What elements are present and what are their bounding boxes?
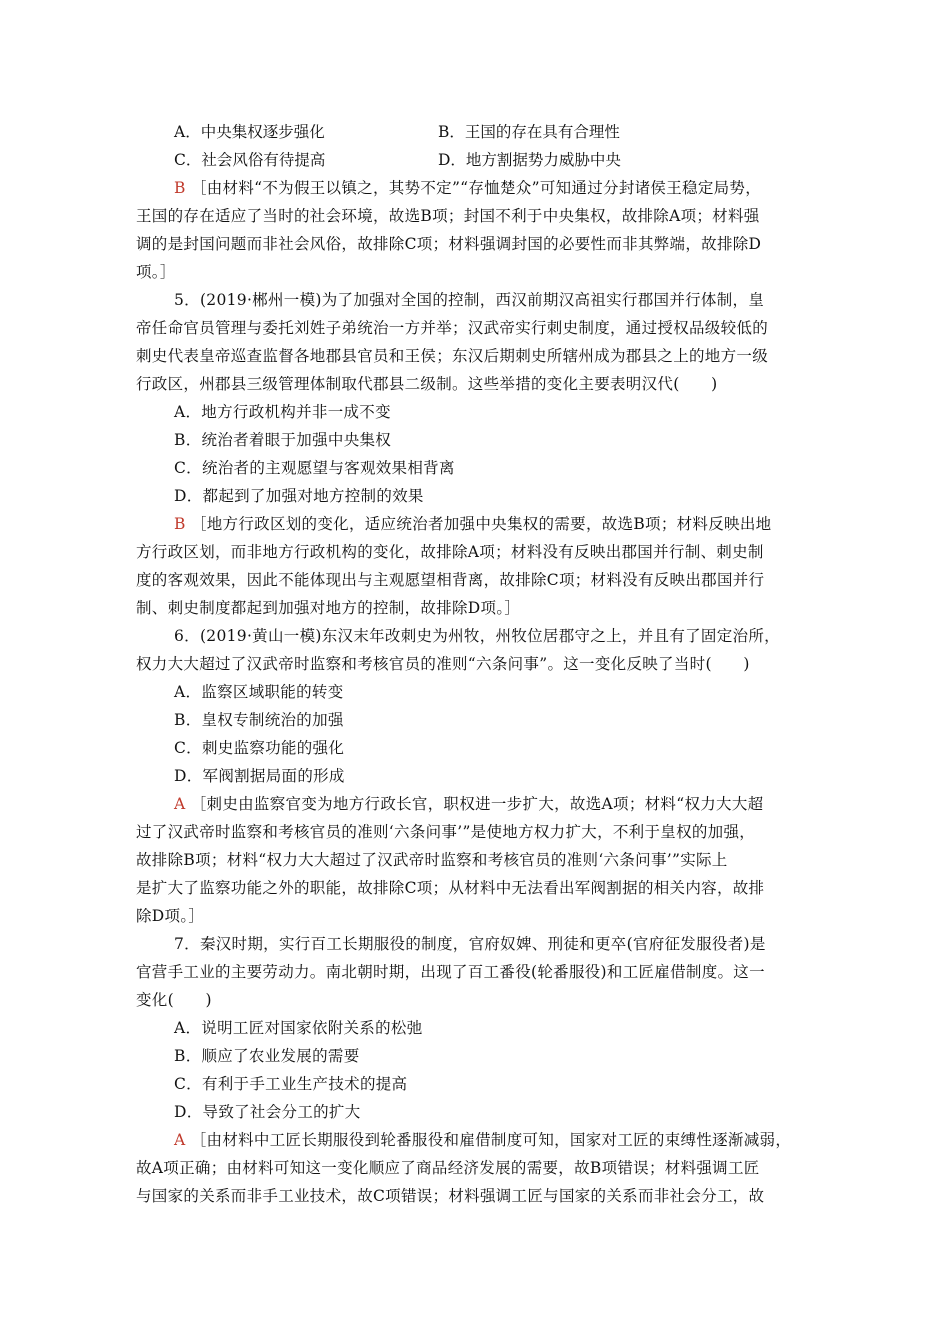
q5-option: B．统治者着眼于加强中央集权	[174, 431, 392, 449]
q6-option: C．刺史监察功能的强化	[174, 739, 345, 757]
q5-explanation-line: B ［地方行政区划的变化，适应统治者加强中央集权的需要，故选B项；材料反映出地	[174, 515, 772, 533]
q4-option-d: D．地方割据势力威胁中央	[438, 151, 621, 169]
q6-explanation-line: 过了汉武帝时监察和考核官员的准则‘六条问事’”是使地方权力扩大，不利于皇权的加强，	[136, 823, 756, 841]
q5-explanation-line: 度的客观效果，因此不能体现出与主观愿望相背离，故排除C项；材料没有反映出郡国并行	[136, 571, 765, 589]
q5-option: A．地方行政机构并非一成不变	[174, 403, 391, 421]
q7-answer-letter: A	[174, 1131, 186, 1149]
q6-stem-line: 6．(2019·黄山一模)东汉末年改刺史为州牧，州牧位居郡守之上，并且有了固定治所，	[174, 627, 780, 645]
q4-explanation-line: 项。］	[136, 263, 176, 281]
q7-explanation-line: 与国家的关系而非手工业技术，故C项错误；材料强调工匠与国家的关系而非社会分工，故	[136, 1187, 765, 1205]
q4-option-c: C．社会风俗有待提高	[174, 151, 326, 169]
q5-stem-line: 行政区，州郡县三级管理体制取代郡县二级制。这些举措的变化主要表明汉代( )	[136, 375, 718, 393]
q6-answer-letter: A	[174, 795, 186, 813]
q4-explanation-line: 王国的存在适应了当时的社会环境，故选B项；封国不利于中央集权，故排除A项；材料强	[136, 207, 760, 225]
q4-option-b: B．王国的存在具有合理性	[438, 123, 620, 141]
q7-stem-line: 变化( )	[136, 991, 212, 1009]
q4-explanation-line: 调的是封国问题而非社会风俗，故排除C项；材料强调封国的必要性而非其弊端，故排除D	[136, 235, 762, 253]
q4-options-row-2	[174, 150, 621, 170]
q7-explanation-line: A ［由材料中工匠长期服役到轮番服役和雇借制度可知，国家对工匠的束缚性逐渐减弱，	[174, 1131, 792, 1149]
q5-stem-line: 帝任命官员管理与委托刘姓子弟统治一方并举；汉武帝实行刺史制度，通过授权品级较低的	[136, 319, 769, 337]
q5-option: C．统治者的主观愿望与客观效果相背离	[174, 459, 455, 477]
q6-stem-line: 权力大大超过了汉武帝时监察和考核官员的准则“六条问事”。这一变化反映了当时( )	[136, 655, 750, 673]
q6-option: D．军阀割据局面的形成	[174, 767, 345, 785]
q7-option: A．说明工匠对国家依附关系的松弛	[174, 1019, 423, 1037]
q6-option: B．皇权专制统治的加强	[174, 711, 344, 729]
q5-option: D．都起到了加强对地方控制的效果	[174, 487, 424, 505]
q7-stem-line: 官营手工业的主要劳动力。南北朝时期，出现了百工番役(轮番服役)和工匠雇借制度。这一	[136, 963, 765, 981]
q6-explanation-line: A ［刺史由监察官变为地方行政长官，职权进一步扩大，故选A项；材料“权力大大超	[174, 795, 764, 813]
q7-stem-line: 7．秦汉时期，实行百工长期服役的制度，官府奴婢、刑徒和更卒(官府征发服役者)是	[174, 935, 766, 953]
q4-options-row-1	[174, 122, 620, 142]
q7-explanation-line: 故A项正确；由材料可知这一变化顺应了商品经济发展的需要，故B项错误；材料强调工匠	[136, 1159, 760, 1177]
q6-explanation-line: 是扩大了监察功能之外的职能，故排除C项；从材料中无法看出军阀割据的相关内容，故排	[136, 879, 765, 897]
q5-explanation-line: 方行政区划，而非地方行政机构的变化，故排除A项；材料没有反映出郡国并行制、刺史制	[136, 543, 764, 561]
q5-answer-letter: B	[174, 515, 186, 533]
q4-option-a: A．中央集权逐步强化	[174, 123, 325, 141]
q4-explanation-line: B ［由材料“不为假王以镇之，其势不定”“存恤楚众”可知通过分封诸侯王稳定局势，	[174, 179, 762, 197]
q7-option: B．顺应了农业发展的需要	[174, 1047, 360, 1065]
q5-stem-line: 5．(2019·郴州一模)为了加强对全国的控制，西汉前期汉高祖实行郡国并行体制，皇	[174, 291, 765, 309]
q5-explanation-line: 制、刺史制度都起到加强对地方的控制，故排除D项。］	[136, 599, 521, 617]
q4-answer-letter: B	[174, 179, 186, 197]
q6-option: A．监察区域职能的转变	[174, 683, 344, 701]
q6-explanation-line: 故排除B项；材料“权力大大超过了汉武帝时监察和考核官员的准则‘六条问事’”实际上	[136, 851, 728, 869]
q5-stem-line: 刺史代表皇帝巡查监督各地郡县官员和王侯；东汉后期刺史所辖州成为郡县之上的地方一级	[136, 347, 769, 365]
q7-option: D．导致了社会分工的扩大	[174, 1103, 361, 1121]
q7-option: C．有利于手工业生产技术的提高	[174, 1075, 408, 1093]
q6-explanation-line: 除D项。］	[136, 907, 205, 925]
